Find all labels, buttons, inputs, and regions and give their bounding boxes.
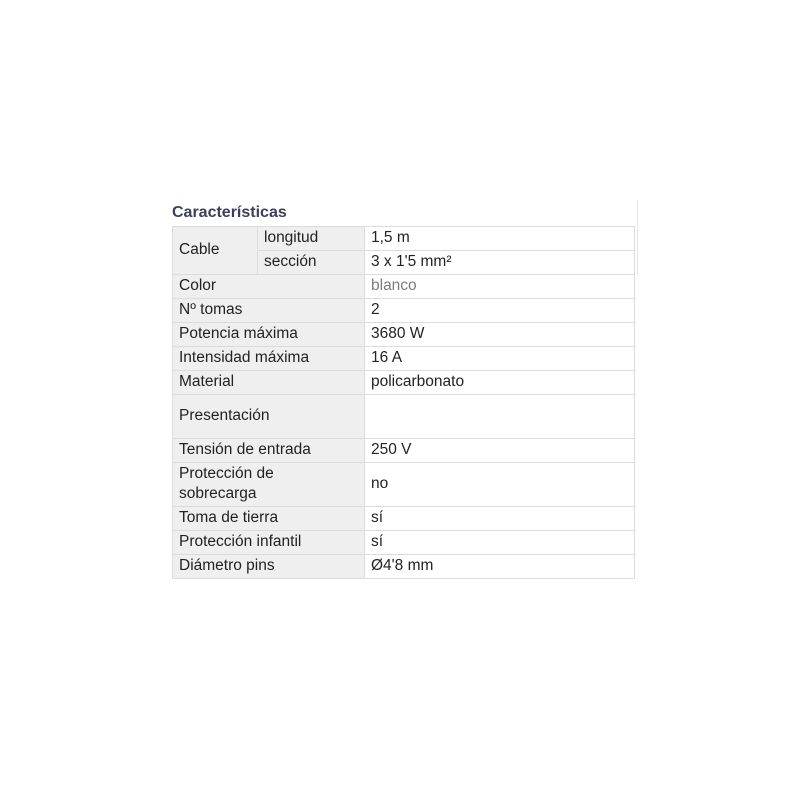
spec-value-tomas: 2 [365, 299, 635, 323]
spec-label-cable: Cable [173, 227, 258, 275]
spec-label-toma-tierra: Toma de tierra [173, 507, 365, 531]
spec-row-cable-longitud [173, 227, 635, 251]
spec-label-infantil: Protección infantil [173, 531, 365, 555]
spec-label-tension: Tensión de entrada [173, 439, 365, 463]
spec-value-sobrecarga: no [365, 463, 635, 507]
spec-value-diametro: Ø4'8 mm [365, 555, 635, 579]
spec-value-toma-tierra: sí [365, 507, 635, 531]
spec-sublabel-longitud: longitud [258, 227, 365, 251]
spec-label-diametro: Diámetro pins [173, 555, 365, 579]
spec-row-color [173, 275, 635, 299]
spec-row-infantil [173, 531, 635, 555]
spec-row-diametro [173, 555, 635, 579]
spec-value-tension: 250 V [365, 439, 635, 463]
panel-edge-divider [637, 200, 638, 276]
spec-label-potencia: Potencia máxima [173, 323, 365, 347]
spec-row-intensidad [173, 347, 635, 371]
spec-sublabel-seccion: sección [258, 251, 365, 275]
spec-row-material [173, 371, 635, 395]
spec-value-intensidad: 16 A [365, 347, 635, 371]
spec-value-potencia: 3680 W [365, 323, 635, 347]
section-title: Características [172, 204, 287, 221]
spec-label-tomas: Nº tomas [173, 299, 365, 323]
spec-label-material: Material [173, 371, 365, 395]
spec-row-sobrecarga [173, 463, 635, 507]
spec-value-material: policarbonato [365, 371, 635, 395]
spec-label-sobrecarga: Protección de sobrecarga [173, 463, 365, 507]
spec-row-tomas [173, 299, 635, 323]
spec-value-infantil: sí [365, 531, 635, 555]
spec-value-longitud: 1,5 m [365, 227, 635, 251]
spec-value-seccion: 3 x 1'5 mm² [365, 251, 635, 275]
spec-row-presentacion [173, 395, 635, 439]
spec-label-color: Color [173, 275, 365, 299]
spec-value-color: blanco [365, 275, 635, 299]
spec-row-toma-tierra [173, 507, 635, 531]
spec-label-presentacion: Presentación [173, 395, 365, 439]
spec-label-intensidad: Intensidad máxima [173, 347, 365, 371]
specs-table [172, 226, 635, 579]
spec-row-tension [173, 439, 635, 463]
spec-value-presentacion [365, 395, 635, 439]
spec-row-potencia [173, 323, 635, 347]
